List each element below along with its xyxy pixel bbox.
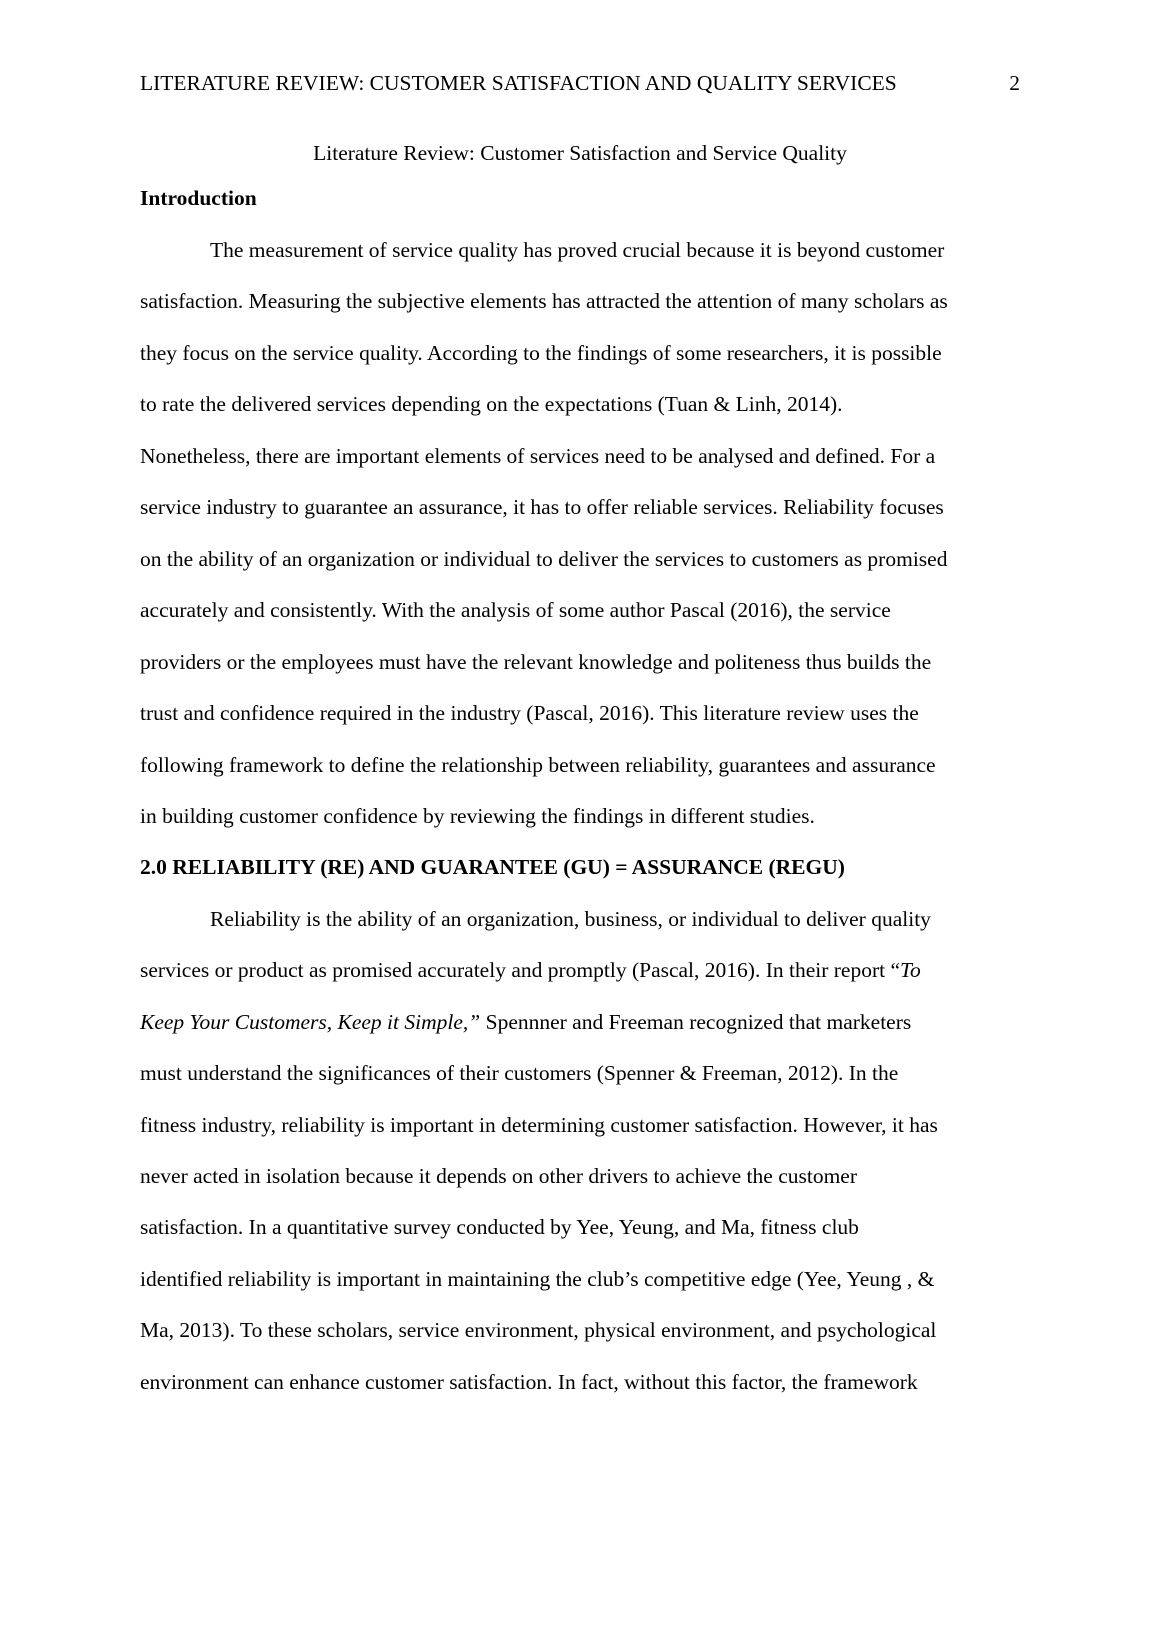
body-line: service industry to guarantee an assurance, it has to offer reliable services. Reliability focuses	[140, 495, 944, 519]
body-line: following framework to define the relationship between reliability, guarantees and assurance	[140, 753, 936, 777]
body-line	[140, 955, 921, 985]
body-line: never acted in isolation because it depends on other drivers to achieve the customer	[140, 1164, 858, 1188]
running-head	[140, 68, 1020, 98]
section-2-heading: 2.0 RELIABILITY (RE) AND GUARANTEE (GU) = ASSURANCE (REGU)	[140, 855, 845, 879]
body-line: fitness industry, reliability is important in determining customer satisfaction. However, it has	[140, 1113, 938, 1137]
body-text: services or product as promised accurately and promptly (Pascal, 2016). In their report “	[140, 958, 901, 982]
page-number: 2	[1009, 71, 1020, 95]
body-line: identified reliability is important in maintaining the club’s competitive edge (Yee, Yeung , &	[140, 1267, 935, 1291]
body-line	[140, 1007, 911, 1037]
body-line: satisfaction. In a quantitative survey conducted by Yee, Yeung, and Ma, fitness club	[140, 1215, 859, 1239]
body-line: on the ability of an organization or individual to deliver the services to customers as promised	[140, 547, 948, 571]
body-line: environment can enhance customer satisfaction. In fact, without this factor, the framework	[140, 1370, 918, 1394]
body-line: in building customer confidence by reviewing the findings in different studies.	[140, 804, 815, 828]
body-line: providers or the employees must have the relevant knowledge and politeness thus builds the	[140, 650, 932, 674]
body-line: Ma, 2013). To these scholars, service environment, physical environment, and psychological	[140, 1318, 937, 1342]
document-title: Literature Review: Customer Satisfaction and Service Quality	[313, 141, 847, 165]
body-line: trust and confidence required in the industry (Pascal, 2016). This literature review uses the	[140, 701, 919, 725]
body-line: satisfaction. Measuring the subjective elements has attracted the attention of many scholars as	[140, 289, 948, 313]
body-line: Nonetheless, there are important elements of services need to be analysed and defined. For a	[140, 444, 936, 468]
running-head-text: LITERATURE REVIEW: CUSTOMER SATISFACTION AND QUALITY SERVICES	[140, 71, 897, 95]
body-line: accurately and consistently. With the analysis of some author Pascal (2016), the service	[140, 598, 891, 622]
italic-title-text: Keep Your Customers, Keep it Simple,”	[140, 1010, 481, 1034]
body-text: Spennner and Freeman recognized that marketers	[480, 1010, 912, 1034]
body-line: Reliability is the ability of an organization, business, or individual to deliver quality	[210, 907, 931, 931]
italic-title-text: To	[900, 958, 921, 982]
body-line: to rate the delivered services depending on the expectations (Tuan & Linh, 2014).	[140, 392, 843, 416]
body-line: The measurement of service quality has proved crucial because it is beyond customer	[210, 238, 945, 262]
body-line: must understand the significances of their customers (Spenner & Freeman, 2012). In the	[140, 1061, 899, 1085]
body-line: they focus on the service quality. According to the findings of some researchers, it is possible	[140, 341, 942, 365]
introduction-heading: Introduction	[140, 186, 257, 210]
